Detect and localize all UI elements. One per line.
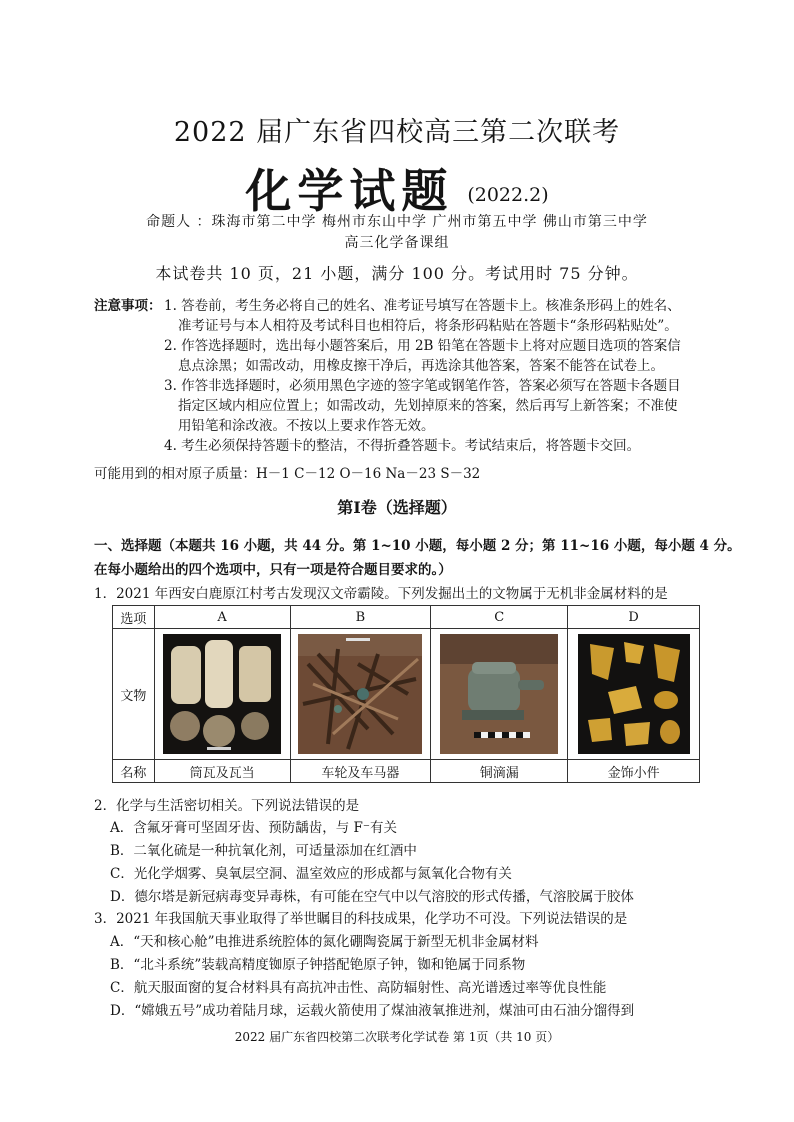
atomic-mass-line: 可能用到的相对原子质量：H－1 C－12 O－16 Na－23 S－32: [94, 466, 481, 482]
exam-title: 2022 届广东省四校高三第二次联考: [173, 117, 621, 148]
part-heading: 在每小题给出的四个选项中，只有一项是符合题目要求的。）: [94, 562, 452, 578]
subject-name: 化学试题: [245, 164, 454, 218]
row-header-artifact: 文物: [113, 629, 155, 760]
option-label-c: C: [431, 606, 568, 629]
tiles-photo: [163, 634, 281, 754]
exam-date: (2022.2): [467, 184, 549, 206]
option-label-d: D: [568, 606, 700, 629]
part-heading: 一、选择题（本题共 16 小题，共 44 分。第 1~10 小题，每小题 2 分；第 11~16 小题，每小题 4 分。: [94, 538, 741, 554]
question-1-stem: 1．2021 年西安白鹿原江村考古发现汉文帝霸陵。下列发掘出土的文物属于无机非金属材料的是: [94, 586, 668, 602]
question-2-option-d: D．德尔塔是新冠病毒变异毒株，有可能在空气中以气溶胶的形式传播，气溶胶属于胶体: [110, 889, 634, 905]
question-3-option-c: C．航天服面窗的复合材料具有高抗冲击性、高防辐射性、高光谱透过率等优良性能: [110, 980, 607, 996]
notice-line: 息点涂黑；如需改动，用橡皮擦干净后，再选涂其他答案，答案不能答在试卷上。: [178, 358, 664, 374]
row-header-option: 选项: [113, 606, 155, 629]
question-3-option-b: B．“北斗系统”装载高精度铷原子钟搭配铯原子钟，铷和铯属于同系物: [110, 957, 526, 973]
artifact-name-d: 金饰小件: [568, 760, 700, 783]
artifact-name-c: 铜滴漏: [431, 760, 568, 783]
page-footer: 2022 届广东省四校第二次联考化学试卷 第 1页（共 10 页）: [234, 1030, 560, 1044]
row-header-name: 名称: [113, 760, 155, 783]
question-2-option-c: C．光化学烟雾、臭氧层空洞、温室效应的形成都与氮氧化合物有关: [110, 866, 512, 882]
notice-line: 4. 考生必须保持答题卡的整洁，不得折叠答题卡。考试结束后，将答题卡交回。: [164, 438, 641, 454]
exam-intro: 本试卷共 10 页，21 小题，满分 100 分。考试用时 75 分钟。: [155, 264, 639, 283]
bronze-clepsydra-photo: [440, 634, 558, 754]
artifact-name-b: 车轮及车马器: [290, 760, 431, 783]
artifact-name-a: 筒瓦及瓦当: [154, 760, 290, 783]
question-3-option-d: D．“嫦娥五号”成功着陆月球，运载火箭使用了煤油液氧推进剂，煤油可由石油分馏得到: [110, 1003, 635, 1019]
gold-ornaments-photo: [578, 634, 690, 754]
question-2-option-b: B．二氧化硫是一种抗氧化剂，可适量添加在红酒中: [110, 843, 417, 859]
question-3-stem: 3．2021 年我国航天事业取得了举世瞩目的科技成果，化学功不可没。下列说法错误的是: [94, 911, 628, 927]
artifact-table: [112, 605, 700, 783]
option-label-a: A: [154, 606, 290, 629]
option-label-b: B: [290, 606, 431, 629]
notice-label: 注意事项：: [94, 298, 162, 314]
notice-line: 用铅笔和涂改液。不按以上要求作答无效。: [178, 418, 435, 434]
section-title: 第Ⅰ卷（选择题）: [337, 498, 457, 517]
question-2-option-a: A．含氟牙膏可坚固牙齿、预防龋齿，与 F⁻有关: [110, 820, 398, 836]
notice-line: 2. 作答选择题时，选出每小题答案后，用 2B 铅笔在答题卡上将对应题目选项的答案信: [164, 338, 681, 354]
notice-line: 准考证号与本人相符及考试科目也相符后，将条形码粘贴在答题卡“条形码粘贴处”。: [178, 318, 678, 334]
chariot-wheel-photo: [298, 634, 422, 754]
notice-line: 3. 作答非选择题时，必须用黑色字迹的签字笔或钢笔作答，答案必须写在答题卡各题目: [164, 378, 681, 394]
authors-group: 高三化学备课组: [344, 235, 450, 251]
question-2-stem: 2．化学与生活密切相关。下列说法错误的是: [94, 798, 360, 814]
authors-line: 命题人 ：珠海市第二中学 梅州市东山中学 广州市第五中学 佛山市第三中学: [146, 214, 648, 230]
notice-line: 指定区域内相应位置上；如需改动，先划掉原来的答案，然后再写上新答案；不准使: [178, 398, 678, 414]
question-3-option-a: A．“天和核心舱”电推进系统腔体的氮化硼陶瓷属于新型无机非金属材料: [110, 934, 539, 950]
notice-line: 1. 答卷前，考生务必将自己的姓名、准考证号填写在答题卡上。核准条形码上的姓名、: [164, 298, 681, 314]
